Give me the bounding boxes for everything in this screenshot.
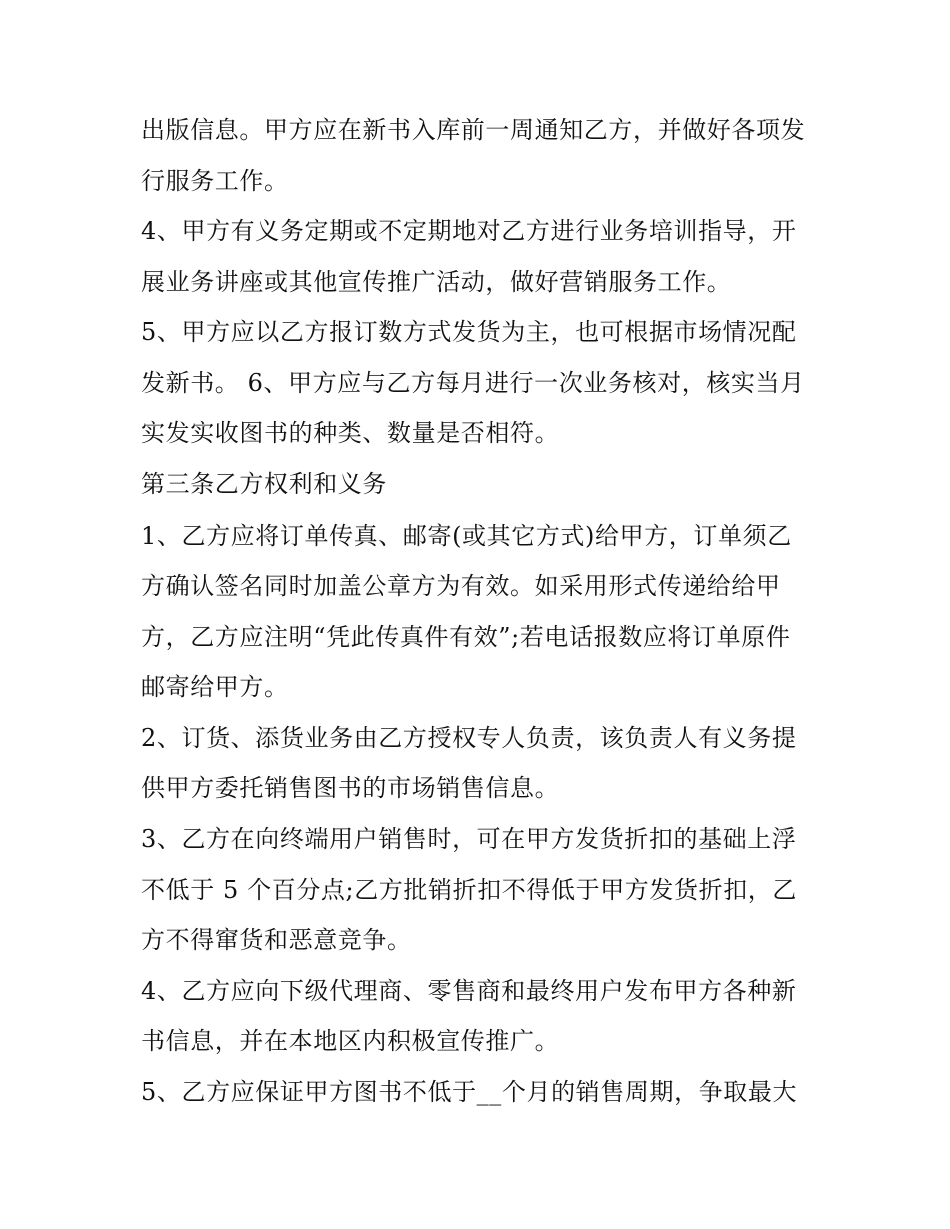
text-line-7: 实发实收图书的种类、数量是否相符。 xyxy=(141,419,560,447)
text-line-9: 1、乙方应将订单传真、邮寄(或其它方式)给甲方，订单须乙 xyxy=(141,522,792,550)
text-line-10: 方确认签名同时加盖公章方为有效。如采用形式传递给给甲 xyxy=(141,572,781,600)
text-line-4: 展业务讲座或其他宣传推广活动，做好营销服务工作。 xyxy=(141,268,732,296)
text-line-13: 2、订货、添货业务由乙方授权专人负责，该负责人有义务提 xyxy=(141,724,797,752)
text-line-15: 3、乙方在向终端用户销售时，可在甲方发货折扣的基础上浮 xyxy=(141,825,797,853)
text-line-3: 4、甲方有义务定期或不定期地对乙方进行业务培训指导，开 xyxy=(141,217,797,245)
text-line-14: 供甲方委托销售图书的市场销售信息。 xyxy=(141,774,560,802)
text-line-18: 4、乙方应向下级代理商、零售商和最终用户发布甲方各种新 xyxy=(141,977,797,1005)
text-line-19: 书信息，并在本地区内积极宣传推广。 xyxy=(141,1027,560,1055)
text-line-11: 方，乙方应注明“凭此传真件有效”;若电话报数应将订单原件 xyxy=(141,623,791,651)
text-line-5: 5、甲方应以乙方报订数方式发货为主，也可根据市场情况配 xyxy=(141,318,797,346)
section-heading: 第三条乙方权利和义务 xyxy=(141,470,387,498)
text-line-1: 出版信息。甲方应在新书入库前一周通知乙方，并做好各项发 xyxy=(141,116,806,144)
text-line-20: 5、乙方应保证甲方图书不低于__个月的销售周期，争取最大 xyxy=(141,1078,798,1106)
text-line-17: 方不得窜货和恶意竞争。 xyxy=(141,926,412,954)
text-line-12: 邮寄给甲方。 xyxy=(141,673,289,701)
text-line-6: 发新书。 6、甲方应与乙方每月进行一次业务核对，核实当月 xyxy=(141,369,805,397)
text-line-2: 行服务工作。 xyxy=(141,167,289,195)
text-line-16: 不低于 5 个百分点;乙方批销折扣不得低于甲方发货折扣，乙 xyxy=(141,876,798,904)
